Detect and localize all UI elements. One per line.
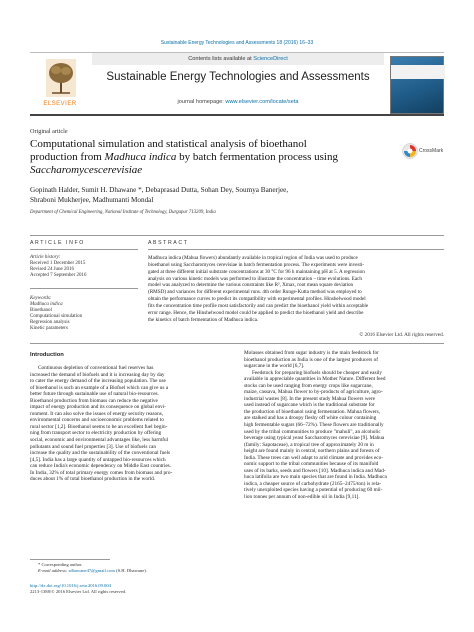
email-label: E-mail address:: [38, 568, 69, 573]
body-text-line: impact of energy production and its consequence on global envi-: [30, 404, 166, 411]
authors-line-2: Shraboni Mukherjee, Madhumanti Mondal: [30, 195, 154, 204]
body-text-line: nomic support to the tribal communities because of its manifold: [244, 461, 379, 468]
title-line-2-pre: production from: [30, 151, 105, 163]
body-text-line: Feedstock for preparing biofuels should be cheaper and easily: [252, 369, 383, 376]
body-text-line: of bioethanol is such an example of a Biofuel which can give us a: [30, 384, 169, 391]
body-text-line: industrial wastes [8]. In the present study Mahua flowers were: [244, 395, 375, 402]
abstract-line: error range. Hence, the Hinshelwood model could be applied to predict the bioethanol yield and describe: [148, 309, 364, 316]
body-text-line: ronment. It can also solve the issues of energy security reasons,: [30, 410, 164, 417]
history-revised: Revised 24 June 2016: [30, 267, 75, 272]
crossmark-label: CrossMark: [419, 148, 444, 154]
body-text-line: used by the tribal communities to produce "mahuli", an alcoholic: [244, 428, 381, 435]
journal-citation[interactable]: Sustainable Energy Technologies and Assessments 18 (2016) 16–33: [160, 40, 314, 46]
abstract-line: analysis on various kinetic models was performed to illustrate the concentration – time evolutions. Each: [148, 275, 362, 282]
journal-masthead: [30, 52, 444, 116]
issn-line: 2213-1388/© 2016 Elsevier Ltd. All rights reserved.: [30, 589, 127, 594]
body-text-line: stocks can be used ranging from energy crops like sugarcane,: [244, 382, 373, 389]
abstract-line: fits the concentration time profile most satisfactorily and can predict the bioethanol yield within acceptable: [148, 302, 369, 309]
body-text-line: to cater the energy demand of the increasing population. The use: [30, 378, 166, 385]
keyword-item: Madhuca indica: [30, 302, 63, 307]
body-text-line: used instead of sugarcane which is the traditional substrate for: [244, 402, 375, 409]
body-text-line: tively unexploited species having a potential of producing 60 mil-: [244, 487, 383, 494]
elsevier-wordmark: ELSEVIER: [43, 101, 77, 107]
body-text-line: lion tonnes per annum of non-edible oil in India [9,11].: [244, 494, 360, 501]
abstract-body: [148, 255, 444, 323]
body-text-line: available in appreciable quantities in Mother Nature. Different feed: [244, 376, 386, 383]
article-history: [30, 255, 138, 279]
body-text-line: indica, a cheaper source of carbohydrate (2165–2475/ton) is rela-: [244, 480, 382, 487]
journal-cover-image: [390, 56, 444, 114]
title-line-1: Computational simulation and statistical analysis of bioethanol: [30, 138, 307, 150]
body-text-line: duces about 1% of total bioethanol production in the world.: [30, 476, 156, 483]
info-divider-2: [30, 288, 138, 289]
abstract-line: obtain the performance curves to predict its compatibility with experimental profiles. Hinshelwood model: [148, 296, 366, 303]
crossmark-badge[interactable]: [402, 139, 442, 169]
crossmark-icon: [402, 143, 418, 159]
history-label: Article history:: [30, 255, 61, 260]
journal-homepage: [92, 99, 384, 105]
abstract-line: gated at three different initial substrate concentrations at 30 °C for 96 h maintaining pH at 5. A regression: [148, 268, 365, 275]
body-text-line: high fermentable sugars (66–72%). These flowers are traditionally: [244, 422, 384, 429]
author-list: [30, 186, 444, 205]
elsevier-tree-icon: [46, 59, 76, 97]
body-text-line: can reduce India's economic dependency on Middle East countries.: [30, 463, 172, 470]
footnote: [30, 562, 230, 574]
body-text-line: the production of bioethanol using fermentation. Mahua flowers,: [244, 408, 381, 415]
homepage-prefix: journal homepage:: [177, 99, 226, 105]
body-text-line: Continuous depletion of conventional fuel reserves has: [38, 365, 154, 371]
abstract-heading: ABSTRACT: [148, 240, 189, 246]
corresponding-author: * Corresponding author.: [38, 562, 83, 567]
contents-prefix: Contents lists available at: [188, 56, 254, 62]
abstract-line: bioethanol using Saccharomyces cerevisiae in batch fermentation process. The experiments were investi-: [148, 261, 365, 268]
homepage-link[interactable]: www.elsevier.com/locate/seta: [225, 99, 299, 105]
keyword-item: Bioethanol: [30, 308, 52, 313]
abstract-divider: [148, 249, 444, 250]
keyword-item: Regression analysis: [30, 320, 70, 325]
body-text-line: pollutants and sound fuel properties [3]. Use of biofuels can: [30, 443, 156, 450]
article-type: Original article: [30, 128, 68, 135]
title-line-3-italic: Saccharomycescerevisiae: [30, 164, 143, 176]
abstract-copyright: © 2016 Elsevier Ltd. All rights reserved.: [359, 332, 444, 338]
body-text-line: bioethanol production as India is one of the largest producers of: [244, 356, 379, 363]
body-text-line: ning from transport sector to electricity production by offering: [30, 430, 162, 437]
email-line: [30, 568, 230, 574]
keyword-item: Kinetic parameters: [30, 326, 68, 331]
body-text-line: increased the demand of biofuels and it is increasing day by day: [30, 371, 165, 378]
body-text-line: huca latifolia are two main species that are found in India. Madhuca: [244, 474, 387, 481]
keywords-label: Keywords:: [30, 296, 52, 301]
body-text-line: (family: Sapotaceae), a tropical tree of approximately 20 m in: [244, 441, 374, 448]
body-text-line: India. These trees can well adapt to arid climate and provides eco-: [244, 454, 383, 461]
body-text-line: [4,5]. India has a large quantity of untapped bio-resources which: [30, 456, 166, 463]
body-text-line: uses of its barks, seeds and flowers [10]. Madhuca indica and Mad-: [244, 467, 386, 474]
cover-title-strip: [391, 65, 445, 79]
body-text-line: Molasses obtained from sugar industry is the main feedstock for: [244, 350, 379, 356]
footnote-divider: [30, 559, 110, 560]
intro-right-column: [244, 350, 444, 501]
contents-lists-bar: [92, 53, 384, 65]
info-divider: [30, 249, 138, 250]
abstract-line: model was analyzed to determine the various constraints like R², Xmax, root mean square deviation: [148, 282, 354, 289]
body-text-line: In India, 32% of total primary energy comes from biomass and pro-: [30, 469, 173, 476]
body-text-line: increase the quality and the sustainability of the conventional fuels: [30, 450, 171, 457]
introduction-heading: Introduction: [30, 352, 64, 358]
history-accepted: Accepted 7 September 2016: [30, 273, 87, 278]
title-line-2-post: by batch fermentation process using: [176, 151, 338, 163]
body-text-line: are stalked and has a droopy fleshy off white colour containing: [244, 415, 377, 422]
elsevier-logo: [30, 57, 90, 113]
doi-link[interactable]: http://dx.doi.org/10.1016/j.seta.2016.09.004: [30, 583, 111, 588]
body-text-line: sugarcane in the world [6,7].: [244, 363, 305, 370]
abstract-line: the kinetics of batch fermentation of Madhuca indica.: [148, 316, 259, 323]
body-text-line: social, economic and environmental advantages like, less harmful: [30, 437, 169, 444]
body-text-line: better future through sustainable use of natural bio-resources.: [30, 391, 159, 398]
email-suffix: (S.H. Dhawane).: [114, 568, 147, 573]
affiliation: Department of Chemical Engineering, National Institute of Technology, Durgapur 713209, India: [30, 210, 216, 215]
keyword-item: Computational simulation: [30, 314, 83, 319]
article-title: [30, 138, 390, 177]
authors-line-1: Gopinath Halder, Sumit H. Dhawane *, Debaprasad Dutta, Sohan Dey, Soumya Banerjee,: [30, 186, 289, 194]
abstract-line: Madhuca indica (Mahua flowers) abundantly available in tropical region of India was used to produce: [148, 255, 358, 261]
body-text-line: beverage using typical yeast Saccharomyces cerevisiae [9]. Mahua: [244, 435, 385, 442]
divider-bottom: [30, 343, 444, 344]
body-text-line: height are found mainly in central, northern plains and forests of: [244, 448, 380, 455]
title-line-2-italic: Madhuca indica: [104, 151, 177, 163]
body-text-line: maize, cassava, Mahua flower to by-products of agriculture, agro-: [244, 389, 383, 396]
abstract-line: (RMSD) and variances for different experimental runs. 4th order Runge-Kutta method was employed to: [148, 289, 362, 296]
body-text-line: rural sector [1,2]. Bioethanol seems to be an excellent fuel begin-: [30, 423, 168, 430]
journal-title: Sustainable Energy Technologies and Assessments: [106, 71, 370, 83]
keywords: [30, 296, 138, 332]
email-link[interactable]: sdhawane47@gmail.com: [68, 568, 115, 573]
article-info-heading: ARTICLE INFO: [30, 240, 85, 246]
sciencedirect-link[interactable]: ScienceDirect: [253, 56, 288, 62]
body-text-line: environmental concerns and socioeconomic problems related to: [30, 417, 164, 424]
divider: [30, 235, 444, 236]
history-received: Received 1 December 2015: [30, 261, 86, 266]
body-text-line: Bioethanol production from biomass can reduce the negative: [30, 397, 158, 404]
doi-block: [30, 583, 330, 595]
intro-left-column: [30, 365, 230, 483]
